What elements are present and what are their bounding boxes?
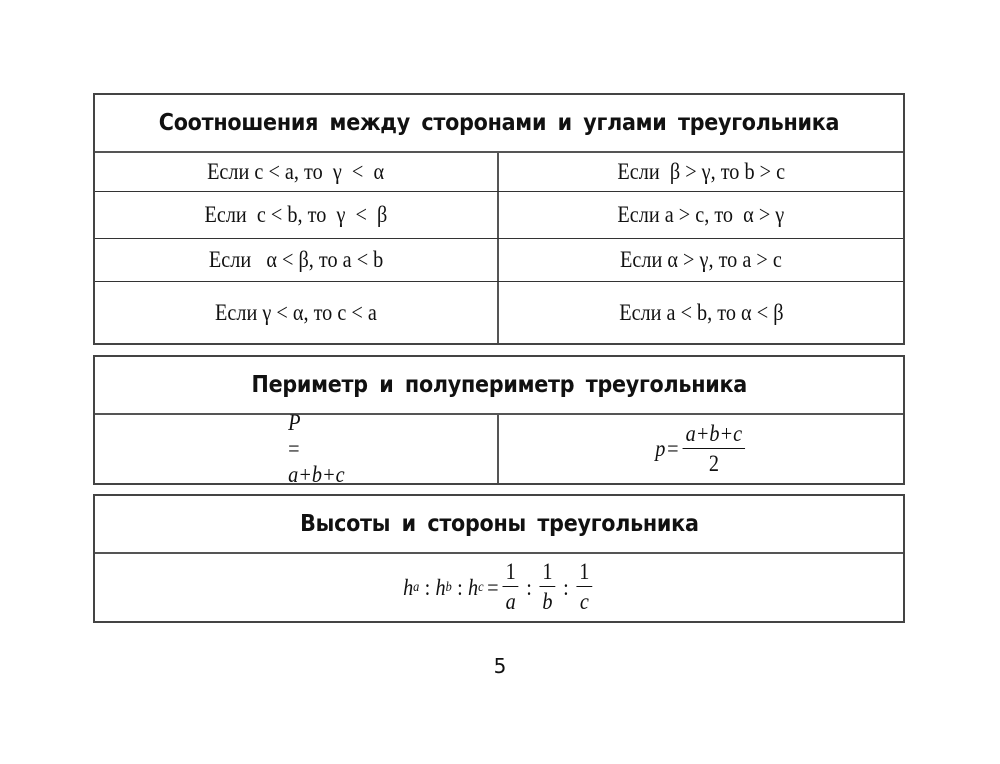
fraction-numerator: a+b+c <box>683 420 745 449</box>
heights-formula <box>95 554 903 621</box>
ratio-colon: : <box>526 574 532 600</box>
rule-cell <box>95 192 499 238</box>
table-row <box>95 282 903 343</box>
equals-sign: = <box>666 436 679 461</box>
rule-text: Если α < β, то a < b <box>208 247 384 272</box>
fraction-denominator: 2 <box>708 450 719 476</box>
heights-title: Высоты и стороны треугольника <box>299 511 699 537</box>
equals-sign: = <box>487 574 499 600</box>
sides-angles-title: Соотношения между сторонами и углами треугольника <box>158 110 840 136</box>
sides-angles-table <box>93 93 905 345</box>
subscript-a: a <box>413 579 420 595</box>
rule-text: Если c < a, то γ < α <box>207 159 385 184</box>
subscript-c: c <box>478 579 484 595</box>
ratio-colon: : <box>563 574 569 600</box>
table-row <box>95 239 903 282</box>
rule-cell <box>499 192 903 238</box>
fraction-one-over-a <box>503 558 518 617</box>
table-row <box>95 410 903 487</box>
fraction-numerator: 1 <box>577 558 592 587</box>
ratio-colon: : <box>424 574 431 600</box>
heights-header <box>95 496 903 554</box>
semiperimeter-formula <box>499 415 903 483</box>
perimeter-formula <box>95 410 499 487</box>
height-symbol: h <box>403 574 414 600</box>
perimeter-header <box>95 357 903 415</box>
page-number: 5 <box>493 654 507 678</box>
fraction-denominator: c <box>579 589 589 614</box>
rule-text: Если β > γ, то b > c <box>617 159 785 184</box>
fraction-denominator: b <box>542 589 553 614</box>
fraction-one-over-b <box>540 558 555 617</box>
table-row <box>95 554 903 621</box>
subscript-b: b <box>445 579 452 595</box>
table-row <box>95 192 903 239</box>
rule-cell <box>499 153 903 191</box>
height-symbol: h <box>468 574 479 600</box>
sides-angles-header <box>95 95 903 153</box>
rule-cell <box>95 153 499 191</box>
rule-text: Если c < b, то γ < β <box>204 202 388 227</box>
rule-text: Если a < b, то α < β <box>618 299 784 325</box>
height-symbol: h <box>435 574 446 600</box>
equals-sign: = <box>287 436 300 461</box>
semiperimeter-symbol: p <box>654 436 666 461</box>
fraction-one-over-c <box>577 558 592 617</box>
perimeter-sum: a+b+c <box>287 462 345 487</box>
perimeter-title: Периметр и полупериметр треугольника <box>251 372 747 398</box>
rule-cell <box>499 239 903 281</box>
rule-cell <box>95 282 499 343</box>
rule-text: Если α > γ, то a > c <box>620 247 782 272</box>
ratio-colon: : <box>457 574 463 600</box>
table-row <box>95 153 903 192</box>
perimeter-table <box>93 355 905 485</box>
rule-text: Если a > c, то α > γ <box>617 202 785 227</box>
fraction-denominator: a <box>505 589 516 614</box>
semiperimeter-fraction <box>683 420 745 479</box>
rule-cell <box>95 239 499 281</box>
fraction-numerator: 1 <box>503 558 518 587</box>
rule-text: Если γ < α, то c < a <box>215 299 377 325</box>
rule-cell <box>499 282 903 343</box>
fraction-numerator: 1 <box>540 558 555 587</box>
heights-table <box>93 494 905 623</box>
perimeter-symbol: P <box>287 410 301 435</box>
